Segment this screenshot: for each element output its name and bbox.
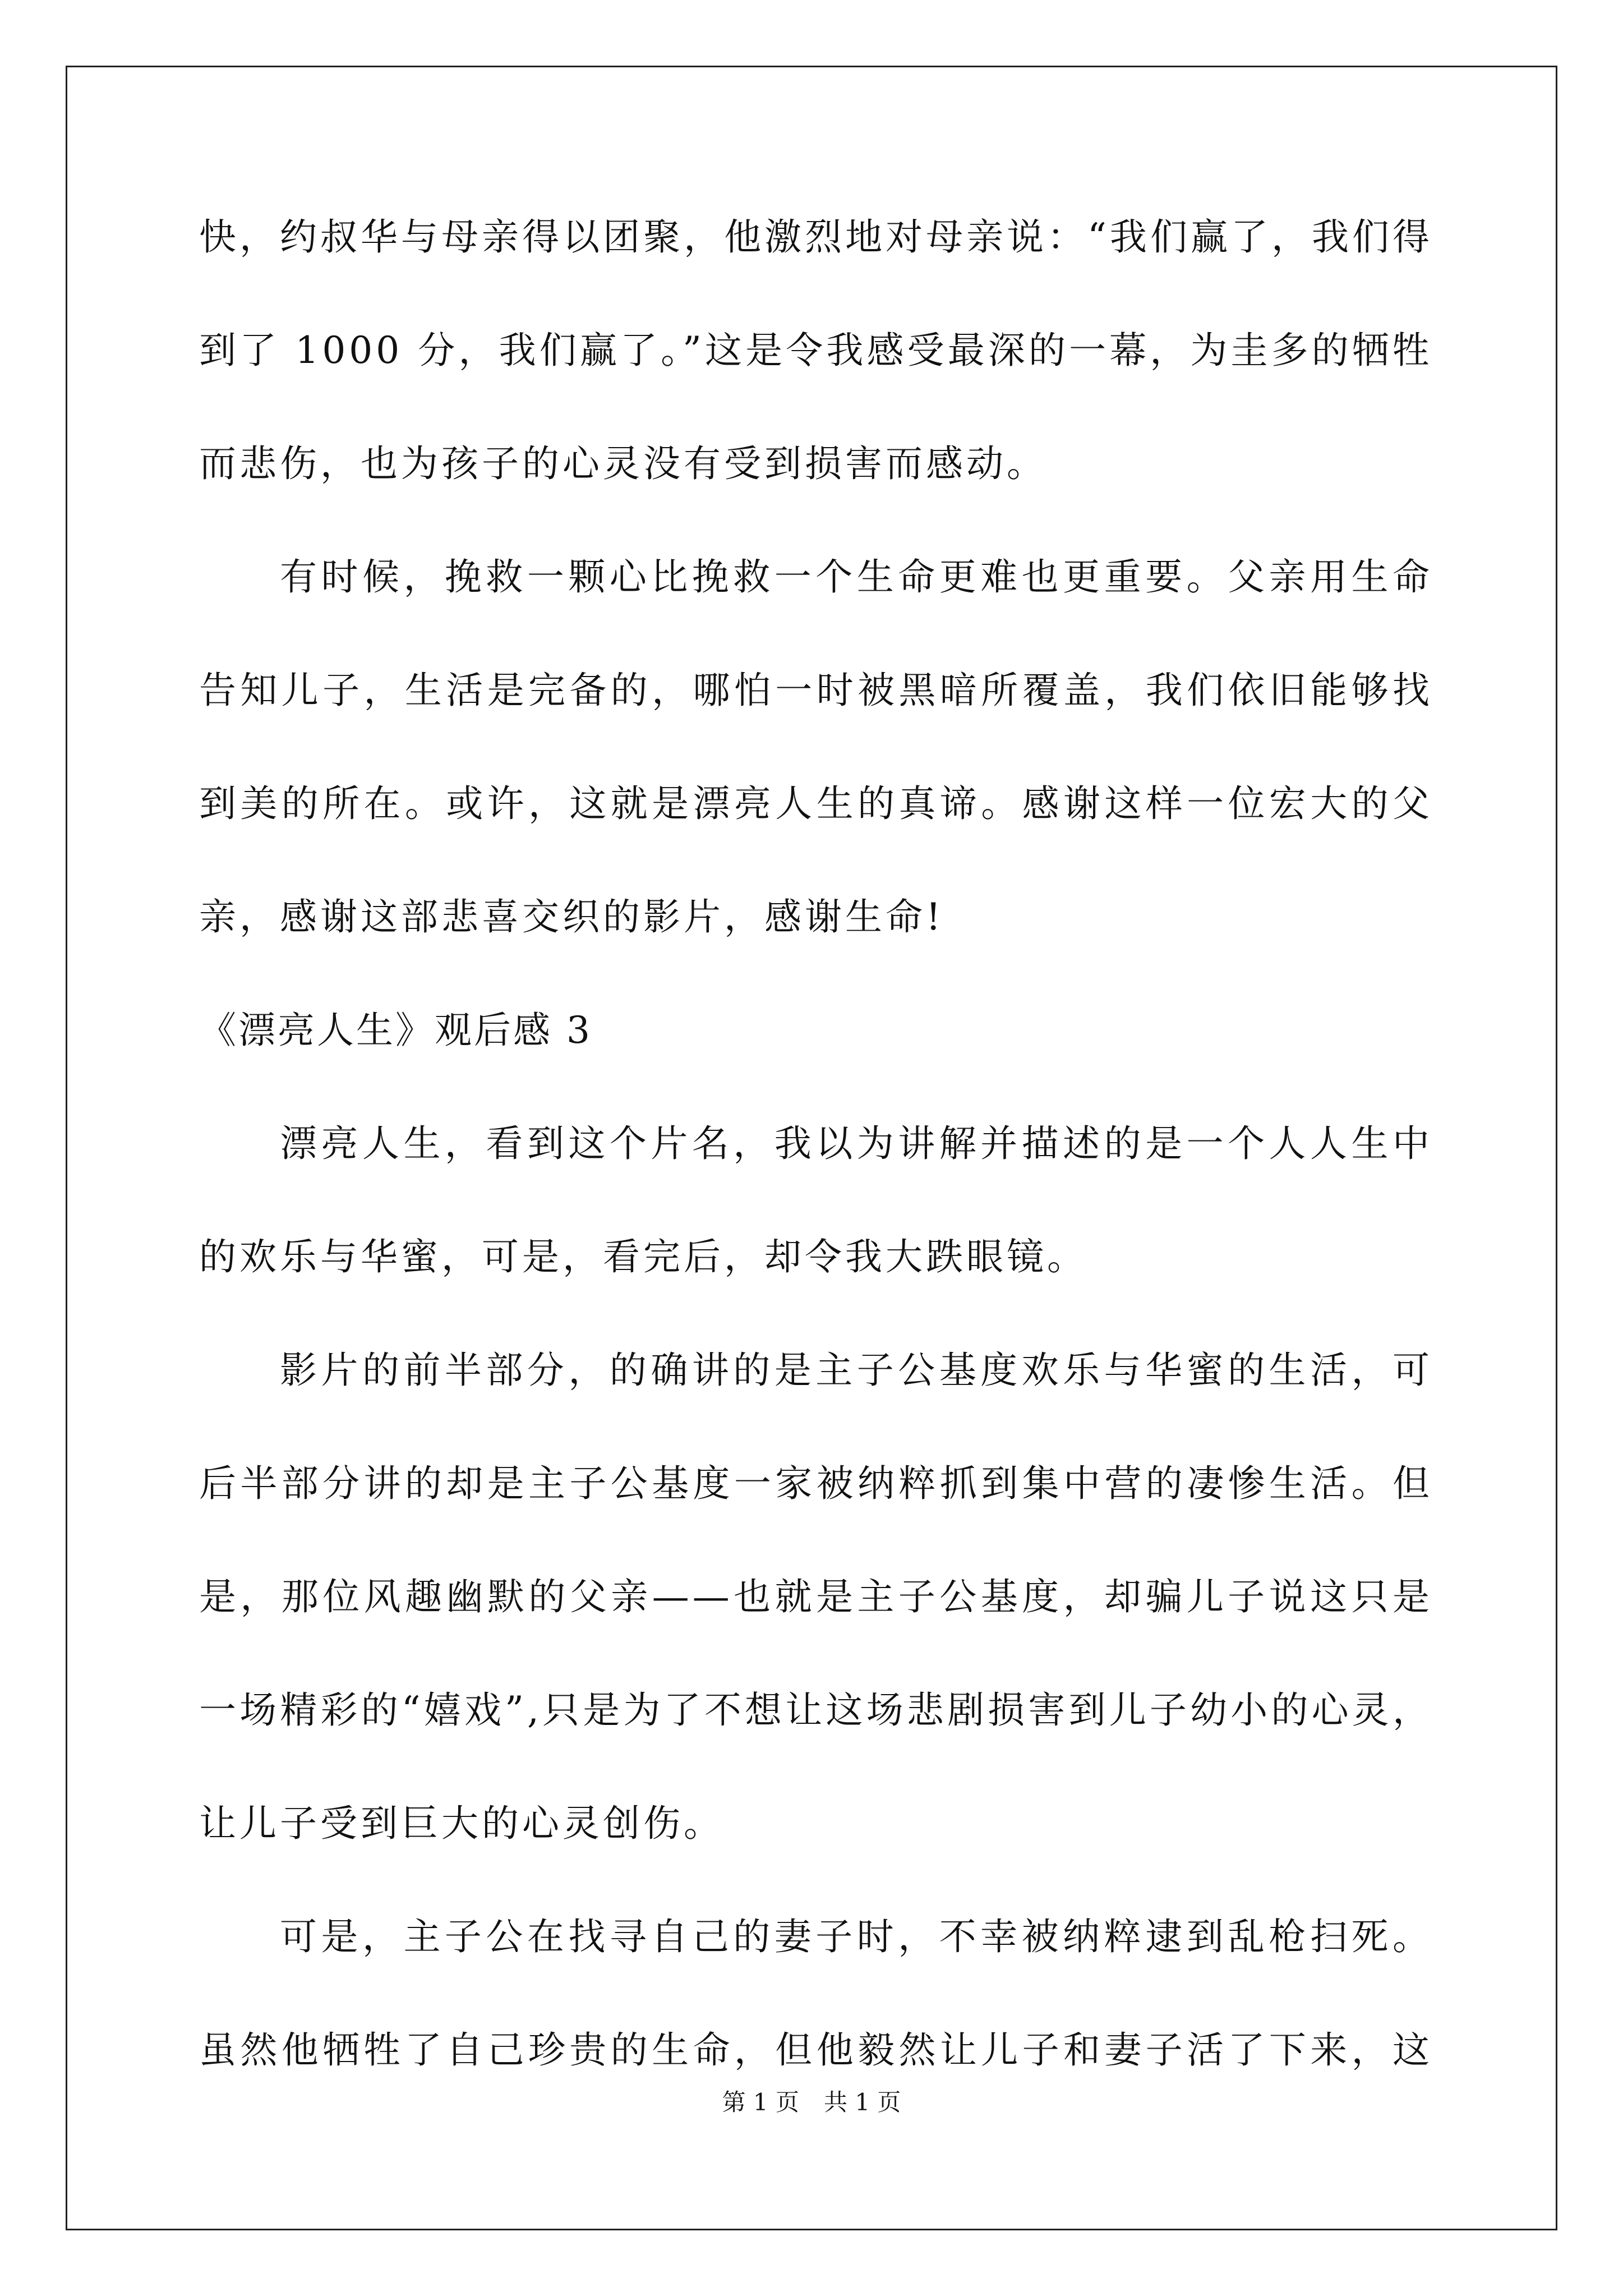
text-line: 让儿子受到巨大的心灵创伤。 (199, 1802, 724, 1845)
paragraph-5 (199, 1910, 1433, 2077)
text-line: 漂亮人生，看到这个片名，我以为讲解并描述的是一个人人生中 (280, 1122, 1433, 1165)
text-line: 可是，主子公在找寻自己的妻子时，不幸被纳粹逮到乱枪扫死。 (280, 1915, 1433, 1958)
document-body (199, 210, 1433, 2077)
page-footer (0, 2084, 1623, 2118)
paragraph-2 (199, 550, 1433, 944)
text-line: 而悲伤，也为孩子的心灵没有受到损害而感动。 (199, 442, 1047, 485)
paragraph-4 (199, 1343, 1433, 1851)
text-line: 后半部分讲的却是主子公基度一家被纳粹抓到集中营的凄惨生活。但 (199, 1462, 1433, 1505)
text-line: 亲，感谢这部悲喜交织的影片，感谢生命! (199, 895, 944, 938)
page-number: 第 1 页 (722, 2088, 799, 2116)
text-line: 到了 1000 分，我们赢了。”这是令我感受最深的一幕，为圭多的牺牲 (199, 329, 1433, 372)
paragraph-1 (199, 210, 1433, 491)
text-line: 有时候，挽救一颗心比挽救一个生命更难也更重要。父亲用生命 (280, 555, 1433, 599)
text-line: 快，约叔华与母亲得以团聚，他激烈地对母亲说：“我们赢了，我们得 (199, 215, 1433, 259)
text-line: 一场精彩的“嬉戏”,只是为了不想让这场悲剧损害到儿子幼小的心灵， (199, 1688, 1433, 1732)
text-line: 到美的所在。或许，这就是漂亮人生的真谛。感谢这样一位宏大的父 (199, 782, 1433, 825)
text-line: 的欢乐与华蜜，可是，看完后，却令我大跌眼镜。 (199, 1235, 1087, 1278)
text-line: 是，那位风趣幽默的父亲——也就是主子公基度，却骗儿子说这只是 (199, 1575, 1433, 1618)
section-title: 《漂亮人生》观后感 3 (199, 1009, 592, 1052)
page-total: 共 1 页 (824, 2088, 901, 2116)
text-line: 虽然他牺牲了自己珍贵的生命，但他毅然让儿子和妻子活了下来，这 (199, 2028, 1433, 2072)
text-line: 告知儿子，生活是完备的，哪怕一时被黑暗所覆盖，我们依旧能够找 (199, 669, 1433, 712)
text-line: 影片的前半部分，的确讲的是主子公基度欢乐与华蜜的生活，可 (280, 1349, 1433, 1392)
paragraph-3 (199, 1117, 1433, 1284)
